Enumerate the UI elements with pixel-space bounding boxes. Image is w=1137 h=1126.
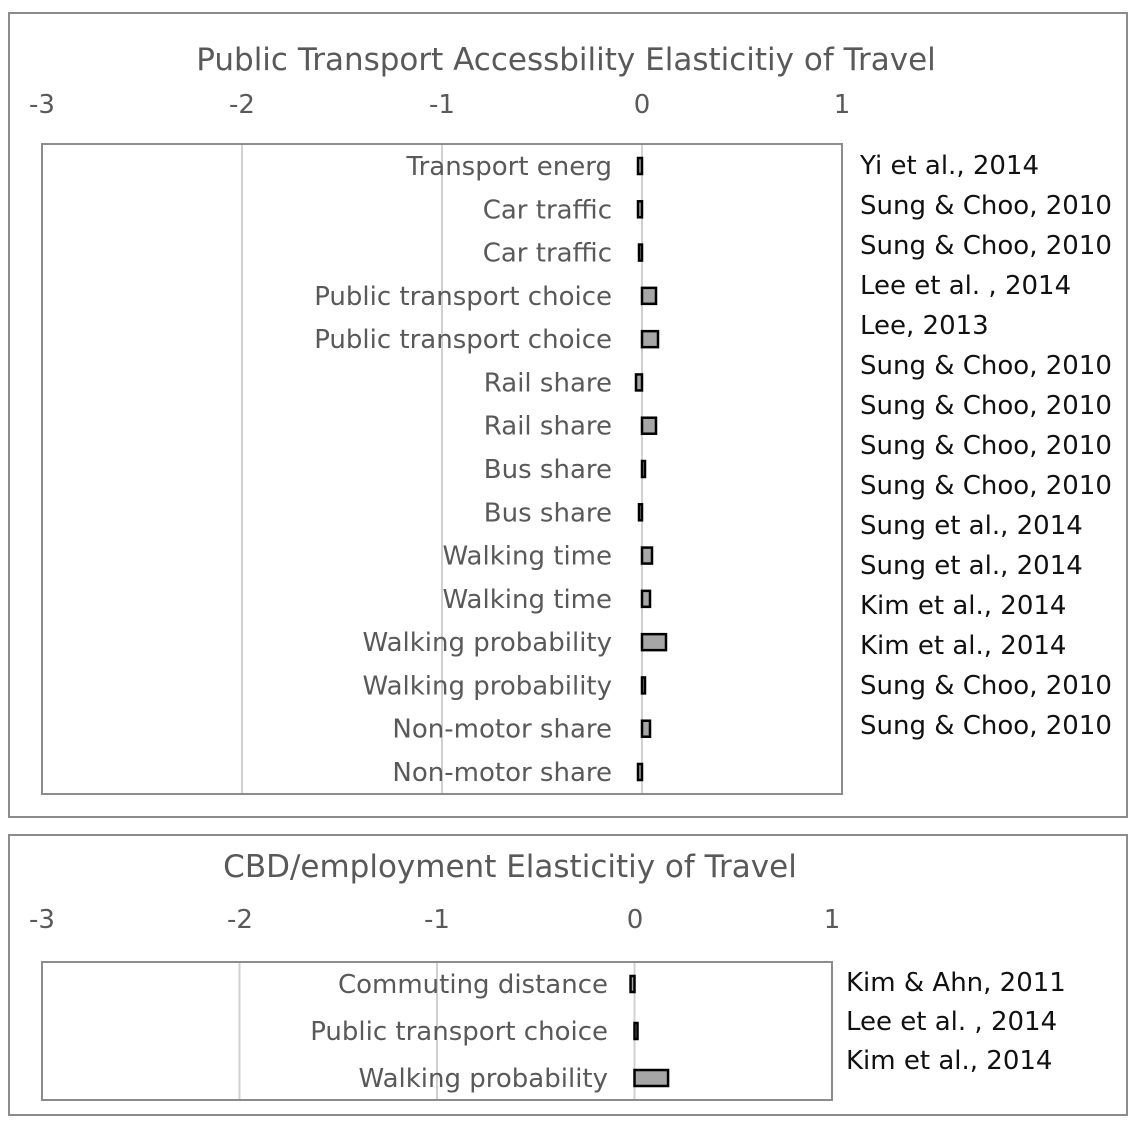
chart2-marks [42, 962, 1066, 1100]
category-label: Non-motor share [392, 714, 612, 745]
category-label: Walking time [442, 541, 612, 572]
chart2-xtick: -1 [424, 905, 450, 935]
source-label: Lee et al. , 2014 [846, 1007, 1058, 1037]
category-label: Car traffic [482, 195, 612, 226]
bar [642, 634, 666, 650]
chart1-xtick: -1 [429, 90, 455, 120]
category-label: Bus share [483, 455, 612, 485]
category-label: Public transport choice [310, 1017, 608, 1047]
bar [642, 331, 658, 347]
source-label: Kim et al., 2014 [846, 1046, 1053, 1076]
source-label: Kim & Ahn, 2011 [846, 968, 1066, 998]
source-label: Sung & Choo, 2010 [860, 191, 1112, 221]
bar [642, 591, 650, 607]
source-label: Sung & Choo, 2010 [860, 471, 1112, 501]
bar [642, 461, 645, 477]
bar [638, 764, 642, 780]
bar [642, 288, 656, 304]
category-label: Rail share [483, 411, 612, 442]
source-label: Sung & Choo, 2010 [860, 711, 1112, 741]
source-label: Sung & Choo, 2010 [860, 351, 1112, 381]
bar [638, 201, 642, 217]
chart1-xtick: -2 [229, 90, 255, 120]
category-label: Walking probability [362, 671, 612, 702]
category-label: Public transport choice [314, 281, 612, 312]
chart2-xtick: 0 [626, 905, 644, 935]
chart1-title: Public Transport Accessbility Elasticitiy of Travel [196, 42, 936, 78]
bar [642, 721, 650, 737]
bar [642, 548, 652, 564]
source-label: Sung & Choo, 2010 [860, 391, 1112, 421]
bar [635, 1070, 669, 1086]
bar [638, 158, 642, 174]
category-label: Walking probability [358, 1064, 608, 1094]
bar [642, 418, 656, 434]
category-label: Rail share [483, 368, 612, 399]
source-label: Kim et al., 2014 [860, 631, 1067, 661]
category-label: Commuting distance [337, 970, 608, 1000]
bar [631, 976, 635, 992]
source-label: Yi et al., 2014 [860, 151, 1040, 181]
source-label: Lee et al. , 2014 [860, 271, 1072, 301]
category-label: Walking time [442, 584, 612, 615]
bar [639, 504, 642, 520]
chart1-marks [42, 144, 1112, 794]
category-label: Transport energ [406, 152, 612, 182]
chart2-title: CBD/employment Elasticitiy of Travel [223, 849, 797, 885]
chart1-xtick: 0 [633, 90, 651, 120]
source-label: Sung & Choo, 2010 [860, 231, 1112, 261]
chart2-xtick: 1 [823, 905, 841, 935]
chart1-xtick: -3 [29, 90, 55, 120]
source-label: Kim et al., 2014 [860, 591, 1067, 621]
source-label: Sung et al., 2014 [860, 551, 1083, 581]
bar [636, 374, 642, 390]
category-label: Non-motor share [392, 758, 612, 788]
chart2-xtick: -2 [227, 905, 253, 935]
bar [635, 1023, 638, 1039]
bar [642, 677, 645, 693]
chart1-xtick: 1 [833, 90, 851, 120]
bar [639, 245, 642, 261]
category-label: Car traffic [482, 238, 612, 269]
source-label: Sung & Choo, 2010 [860, 431, 1112, 461]
category-label: Walking probability [362, 628, 612, 659]
source-label: Lee, 2013 [860, 311, 989, 341]
chart2-xtick: -3 [29, 905, 55, 935]
source-label: Sung & Choo, 2010 [860, 671, 1112, 701]
category-label: Public transport choice [314, 325, 612, 356]
category-label: Bus share [483, 498, 612, 529]
source-label: Sung et al., 2014 [860, 511, 1083, 541]
